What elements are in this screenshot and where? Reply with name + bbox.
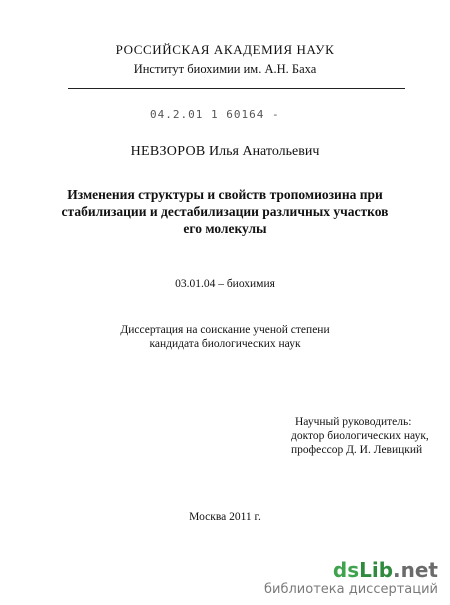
- header-divider: [68, 88, 405, 89]
- academy-name: РОССИЙСКАЯ АКАДЕМИЯ НАУК: [115, 42, 335, 57]
- scientific-supervisor: [291, 415, 429, 457]
- title-line-3: его молекулы: [183, 221, 267, 236]
- logo-lib: Lib: [359, 558, 394, 582]
- logo-ds: ds: [332, 558, 360, 582]
- title-line-2: стабилизации и дестабилизации различных участков: [61, 204, 389, 219]
- supervisor-line-2: доктор биологических наук,: [291, 430, 429, 442]
- supervisor-line-1: Научный руководитель:: [295, 416, 412, 428]
- degree-statement: [0, 323, 450, 351]
- dissertation-title: [0, 186, 450, 237]
- dslib-watermark[interactable]: [264, 559, 438, 597]
- dslib-logo: [264, 559, 438, 581]
- library-stamp: 04.2.01 1 60164 -: [150, 108, 280, 121]
- author-surname: НЕВЗОРОВ: [130, 144, 206, 159]
- watermark-subtitle: библиотека диссертаций: [264, 582, 438, 597]
- city-year: Москва 2011 г.: [189, 511, 261, 523]
- author-name: [0, 144, 450, 160]
- degree-line-1: Диссертация на соискание ученой степени: [120, 324, 330, 336]
- institute-name: Институт биохимии им. А.Н. Баха: [133, 62, 317, 76]
- degree-line-2: кандидата биологических наук: [149, 338, 301, 350]
- author-given-names: Илья Анатольевич: [209, 144, 320, 159]
- title-line-1: Изменения структуры и свойств тропомиозина при: [67, 187, 383, 202]
- supervisor-line-3: профессор Д. И. Левицкий: [291, 444, 423, 456]
- specialty-code: 03.01.04 – биохимия: [175, 278, 275, 290]
- logo-net: .net: [393, 558, 438, 582]
